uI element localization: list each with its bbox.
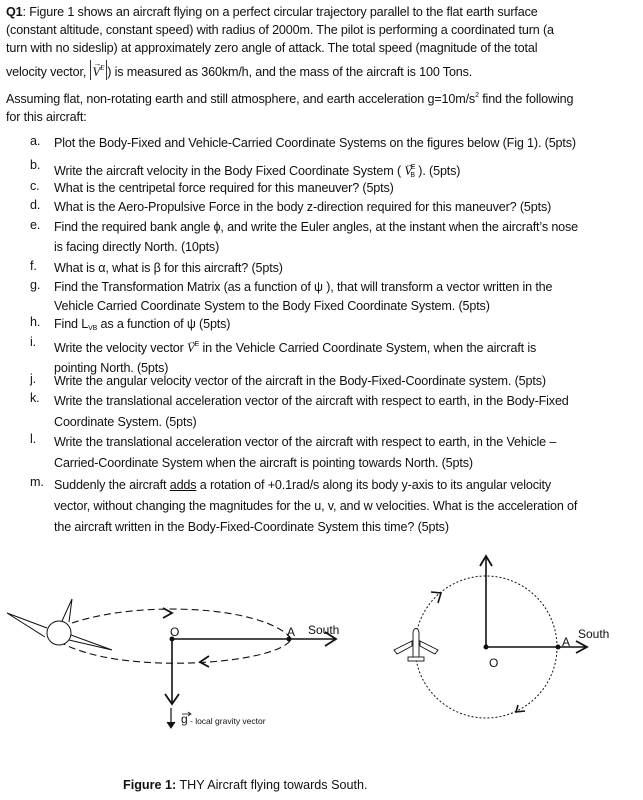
aircraft-top-view-icon xyxy=(394,629,438,662)
intro-line-3: turn with no sideslip) at approximately zero angle of attack. The total speed (magnitude of the total xyxy=(6,41,538,55)
side-view-diagram xyxy=(7,599,336,728)
left-origin-label: O xyxy=(170,625,180,639)
intro-line-2: (constant altitude, constant speed) with radius of 2000m. The pilot is performing a coordinated turn (a xyxy=(6,23,554,37)
assumption-line: Assuming flat, non-rotating earth and still atmosphere, and earth acceleration $g=10m/s^2$ find the following xyxy=(6,92,574,106)
intro-line-1: Figure 1 shows an aircraft flying on a perfect circular trajectory parallel to the flat earth surface xyxy=(29,5,538,19)
gravity-label: - local gravity vector xyxy=(190,716,266,726)
trajectory-arrow-cw-bottom xyxy=(516,705,525,712)
right-point-a-label: A xyxy=(562,635,571,649)
velocity-magnitude-symbol: → $V^E$ xyxy=(90,60,108,80)
left-south-label: South xyxy=(308,623,340,637)
right-south-label: South xyxy=(578,627,610,641)
trajectory-arrow-cw-top xyxy=(431,592,441,603)
trajectory-arrow-left xyxy=(200,656,209,667)
gravity-symbol: g xyxy=(181,712,188,726)
figure-caption: Figure 1: THY Aircraft flying towards South. xyxy=(123,778,368,792)
left-point-a-label: A xyxy=(287,625,296,639)
assumption-line-2: for this aircraft: xyxy=(6,110,87,124)
intro-line-4: velocity vector, → $V^E$ ) is measured as 360km/h, and the mass of the aircraft is 100 Tons. xyxy=(6,60,638,81)
document-page: Q1: Figure 1 shows an aircraft flying on a perfect circular trajectory parallel to the flat earth surface (constant altitude, constant speed) with radius of 2000m. The pilot is performing a coordinated turn (a turn with no sideslip) at approximately zero angle of attack. The total speed (magnitude of the total velocity vector, → $V^E$ ) is measured as 360km/h, and the mass of the aircraft is 100 Tons. Assuming flat, non-rotating earth and still atmosphere, and earth acceleration $g=10m/s^2$ find the following for this aircraft: a. Plot the Body-Fixed and Vehicle-Carried Coordinate Systems on the figures below (Fig 1). (5pts) b. Write the aircraft velocity in the Body Fixed Coordinate System ( → $V^E_B$ ). (5pts) c. What is the centripetal force required for this maneuver? (5pts) d. What is the Aero-Propulsive Force in the body z-direction required for this maneuver? (5pts) e. Find the required bank angle ϕ, and write the Euler angles, at the instant when the aircraft’s nose is facing directly North. (10pts) f. What is α, what is β for this aircraft? (5pts) g. Find the Transformation Matrix (as a function of ψ ), that will transform a vector written in the Vehicle Carried Coordinate System to the Body Fixed Coordinate System. (5pts) h. Find $L_{VB}$ as a function of ψ (5pts) i. Write the velocity vector → $V^E$ in the Vehicle Carried Coordinate System, when the aircraft is pointing North. (5pts) j. Write the angular velocity vector of the aircraft in the Body-Fixed-Coordinate system. (5pts) k. Write the translational acceleration vector of the aircraft with respect to earth, in the Body-Fixed Coordinate System. (5pts) l. Write the translational acceleration vector of the aircraft with respect to earth, in the Vehicle – Carried-Coordinate System when the aircraft is pointing towards North. (5pts) m. Suddenly the aircraft adds a rotation of +0.1rad/s along its body y-axis to its angular velocity vector, without changing the magnitudes for the u, v, and w velocities. What is the acceleration of the aircraft written in the Body-Fixed-Coordinate System this time? (5pts) O A South g - local gravity vector O A South Figure 1: THY Aircraft flying towards South. xyxy=(0,0,643,800)
top-view-diagram xyxy=(394,556,587,718)
question-intro: Q1: Figure 1 shows an aircraft flying on a perfect circular trajectory parallel to the flat earth surface (constant altitude, constant speed) with radius of 2000m. The pilot is performing a coordinated turn (a turn with no sideslip) at approximately zero angle of attack. The total speed (magnitude of the total velocity vector, → $V^E$ ) is measured as 360km/h, and the mass of the aircraft is 100 Tons. Assuming flat, non-rotating earth and still atmosphere, and earth acceleration $g=10m/s^2$ find the following for this aircraft: xyxy=(6,3,638,126)
aircraft-front-view-icon xyxy=(7,599,112,650)
question-number: Q1 xyxy=(6,5,23,19)
right-origin-label: O xyxy=(489,656,499,670)
